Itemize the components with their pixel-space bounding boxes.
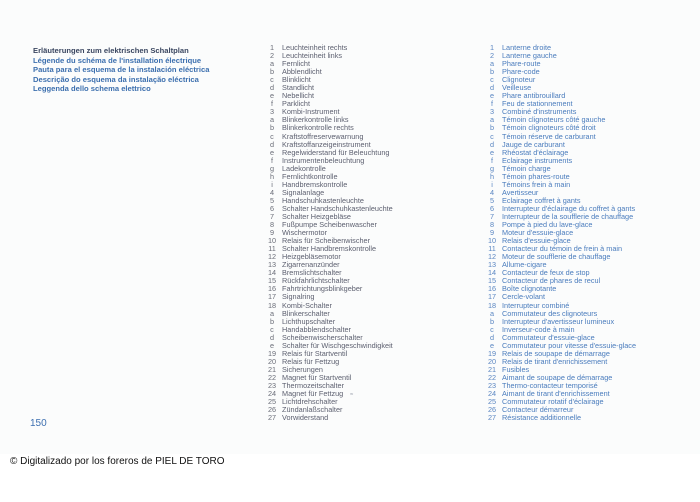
- footer-credit: © Digitalizado por los foreros de PIEL DE TORO: [10, 456, 225, 467]
- legend-item-number: 24: [487, 389, 497, 399]
- legend-item-number: 26: [267, 405, 277, 415]
- legend-item-label: Kombi-Schalter: [282, 300, 332, 310]
- legend-item-number: 19: [487, 348, 497, 358]
- legend-item-number: 27: [487, 413, 497, 423]
- legend-item: [262, 414, 482, 422]
- legend-item-number: e: [489, 91, 495, 101]
- legend-item-number: b: [489, 67, 495, 77]
- legend-item-label: Lichthupschalter: [282, 316, 336, 326]
- legend-title-french: Légende du schéma de l'installation électrique: [33, 55, 202, 65]
- legend-item-label: Commutateur des clignoteurs: [502, 308, 598, 318]
- legend-item-label: Parklicht: [282, 99, 310, 109]
- legend-item-label: Témoin réserve de carburant: [502, 131, 596, 141]
- legend-title-italian: Leggenda dello schema elettrico: [33, 84, 151, 94]
- legend-item-number: b: [269, 316, 275, 326]
- legend-item-number: d: [269, 139, 275, 149]
- legend-item-label: Moteur d'essuie-glace: [502, 228, 574, 238]
- legend-item-label: Interrupteur combiné: [502, 300, 570, 310]
- legend-item-label: Relais für Scheibenwischer: [282, 236, 371, 246]
- legend-item-number: a: [489, 308, 495, 318]
- legend-item-number: c: [490, 324, 494, 334]
- legend-title-portuguese: Descrição do esquema da instalação eléctrica: [33, 74, 199, 84]
- legend-item-number: 21: [487, 364, 497, 374]
- legend-item-label: Pompe à pied du lave-glace: [502, 220, 593, 230]
- legend-item-label: Témoins frein à main: [502, 179, 571, 189]
- legend-item-label: Témoin clignoteurs côté gauche: [502, 115, 606, 125]
- legend-item-number: 15: [267, 276, 277, 286]
- legend-item-number: 25: [487, 397, 497, 407]
- legend-item-label: Feu de stationnement: [502, 99, 573, 109]
- legend-item-label: Abblendlicht: [282, 67, 322, 77]
- legend-item-number: d: [489, 332, 495, 342]
- legend-item-label: Kombi-Instrument: [282, 107, 340, 117]
- footer: [0, 454, 700, 502]
- legend-item-label: Ladekontrolle: [282, 163, 326, 173]
- legend-item-label: Fernlichtkontrolle: [282, 171, 338, 181]
- legend-item-number: b: [489, 316, 495, 326]
- legend-item-number: a: [489, 59, 495, 69]
- legend-item-label: Blinkerkontrolle links: [282, 115, 349, 125]
- legend-item-label: Regelwiderstand für Beleuchtung: [282, 147, 390, 157]
- legend-item-label: Interrupteur d'éclairage du coffret à gants: [502, 203, 636, 213]
- legend-item-label: Cercle-volant: [502, 292, 545, 302]
- legend-item-number: f: [490, 99, 494, 109]
- legend-item-number: 12: [487, 252, 497, 262]
- legend-item-label: Avertisseur: [502, 187, 539, 197]
- legend-item-label: Bremslichtschalter: [282, 268, 342, 278]
- legend-item-number: 10: [487, 236, 497, 246]
- legend-item-label: Combiné d'instruments: [502, 107, 577, 117]
- legend-item-number: 21: [267, 364, 277, 374]
- legend-title-spanish: Pauta para el esquema de la instalación eléctrica: [33, 65, 210, 75]
- legend-item-label: Témoin clignoteurs côté droit: [502, 123, 596, 133]
- legend-item-number: 25: [267, 397, 277, 407]
- legend-item-label: Fusibles: [502, 364, 530, 374]
- legend-item-label: Relais für Startventil: [282, 348, 348, 358]
- legend-item-number: 11: [488, 244, 496, 254]
- legend-item-number: e: [489, 147, 495, 157]
- legend-item-number: f: [270, 155, 274, 165]
- legend-item-number: c: [270, 131, 274, 141]
- legend-item-number: 18: [267, 300, 277, 310]
- legend-item-number: 9: [269, 228, 275, 238]
- legend-item-number: 17: [267, 292, 277, 302]
- legend-item-number: e: [489, 340, 495, 350]
- legend-item-label: Phare-code: [502, 67, 540, 77]
- legend-item-number: c: [490, 75, 494, 85]
- legend-block: [33, 46, 263, 94]
- legend-item-number: 20: [267, 356, 277, 366]
- legend-item-number: f: [270, 99, 274, 109]
- page-number: 150: [30, 418, 47, 429]
- legend-item-number: 12: [267, 252, 277, 262]
- legend-item-number: d: [489, 83, 495, 93]
- legend-item-number: 13: [267, 260, 277, 270]
- legend-item-number: a: [269, 59, 275, 69]
- legend-item-label: Magnet für Fettzug: [282, 389, 344, 399]
- legend-item-number: i: [491, 179, 493, 189]
- legend-item-number: a: [489, 115, 495, 125]
- german-legend-list: [262, 44, 482, 422]
- legend-item-label: Blinklicht: [282, 75, 311, 85]
- legend-item-number: e: [269, 147, 275, 157]
- legend-item-number: e: [269, 340, 275, 350]
- legend-item-number: 17: [487, 292, 497, 302]
- legend-item-label: Handschuhkastenleuchte: [282, 195, 364, 205]
- legend-item-label: Inverseur-code à main: [502, 324, 575, 334]
- legend-item-label: Interrupteur d'avertisseur lumineux: [502, 316, 615, 326]
- legend-item-number: 26: [487, 405, 497, 415]
- legend-item-label: Signalring: [282, 292, 315, 302]
- legend-item-label: Instrumentenbeleuchtung: [282, 155, 365, 165]
- legend-item-label: Leuchteinheit links: [282, 51, 343, 61]
- legend-item-label: Handabblendschalter: [282, 324, 351, 334]
- legend-item-number: 5: [489, 195, 495, 205]
- legend-item-label: Aimant de tirant d'enrichissement: [502, 389, 610, 399]
- legend-item-label: Fußpumpe Scheibenwascher: [282, 220, 377, 230]
- legend-item-label: Allume-cigare: [502, 260, 547, 270]
- legend-item-label: Témoin charge: [502, 163, 551, 173]
- legend-item-number: e: [269, 91, 275, 101]
- legend-item-number: 22: [487, 372, 497, 382]
- legend-item-number: 27: [267, 413, 277, 423]
- legend-item-label: Phare-route: [502, 59, 541, 69]
- legend-item-label: Blinkerschalter: [282, 308, 330, 318]
- legend-item-label: Contacteur de phares de recul: [502, 276, 601, 286]
- legend-item-number: 13: [487, 260, 497, 270]
- legend-item-label: Thermo-contacteur temporisé: [502, 380, 598, 390]
- scan-mark: ≈: [350, 392, 354, 398]
- legend-item-label: Veilleuse: [502, 83, 532, 93]
- legend-item-number: 7: [269, 211, 275, 221]
- legend-item-number: 11: [268, 244, 276, 254]
- legend-item-number: 24: [267, 389, 277, 399]
- legend-item-label: Scheibenwischerschalter: [282, 332, 363, 342]
- legend-item-label: Interrupteur de la soufflerie de chauffage: [502, 211, 634, 221]
- legend-item-label: Relais de tirant d'enrichissement: [502, 356, 608, 366]
- legend-item: [482, 414, 697, 422]
- legend-item-number: 8: [269, 220, 275, 230]
- legend-item-number: b: [269, 123, 275, 133]
- legend-item-label: Handbremskontrolle: [282, 179, 348, 189]
- legend-item-number: 2: [269, 51, 275, 61]
- legend-item-label: Lanterne droite: [502, 43, 552, 52]
- legend-item-label: Lichtdrehschalter: [282, 397, 338, 407]
- legend-item-label: Rückfahrlichtschalter: [282, 276, 350, 286]
- legend-item-label: Schalter für Wischgeschwindigkeit: [282, 340, 393, 350]
- legend-item-label: Boîte clignotante: [502, 284, 557, 294]
- legend-item-number: 2: [489, 51, 495, 61]
- legend-item-number: 5: [269, 195, 275, 205]
- legend-item-label: Eclairage instruments: [502, 155, 573, 165]
- legend-item-number: g: [489, 163, 495, 173]
- legend-item-label: Relais d'essuie-glace: [502, 236, 571, 246]
- legend-item-number: f: [490, 155, 494, 165]
- legend-item-label: Fernlicht: [282, 59, 310, 69]
- legend-item-number: 9: [489, 228, 495, 238]
- legend-item-label: Magnet für Startventil: [282, 372, 352, 382]
- legend-title-german: Erläuterungen zum elektrischen Schaltplan: [33, 46, 189, 55]
- legend-item-label: Commutateur rotatif d'éclairage: [502, 397, 604, 407]
- legend-item-label: Sicherungen: [282, 364, 323, 374]
- legend-item-label: Blinkerkontrolle rechts: [282, 123, 354, 133]
- legend-item-label: Vorwiderstand: [282, 413, 329, 423]
- legend-item-number: 22: [267, 372, 277, 382]
- legend-item-label: Zündanlaßschalter: [282, 405, 343, 415]
- legend-item-number: 14: [267, 268, 277, 278]
- legend-item-label: Moteur de soufflerie de chauffage: [502, 252, 611, 262]
- legend-item-label: Leuchteinheit rechts: [282, 43, 348, 52]
- legend-item-number: 7: [489, 211, 495, 221]
- legend-item-label: Commutateur d'essuie-glace: [502, 332, 595, 342]
- legend-item-label: Aimant de soupape de démarrage: [502, 372, 613, 382]
- legend-item-number: 10: [267, 236, 277, 246]
- legend-item-number: 14: [487, 268, 497, 278]
- legend-item-number: b: [269, 67, 275, 77]
- legend-item-number: 6: [269, 203, 275, 213]
- legend-item-label: Contacteur de feux de stop: [502, 268, 590, 278]
- legend-item-number: a: [269, 308, 275, 318]
- legend-item-number: 23: [487, 380, 497, 390]
- legend-item-number: 4: [489, 187, 495, 197]
- legend-item-label: Lanterne gauche: [502, 51, 557, 61]
- legend-item-label: Résistance additionnelle: [502, 413, 582, 423]
- legend-item-number: c: [270, 324, 274, 334]
- legend-item-label: Relais de soupape de démarrage: [502, 348, 610, 358]
- legend-item-number: c: [270, 75, 274, 85]
- legend-item-label: Schalter Handbremskontrolle: [282, 244, 377, 254]
- legend-item-label: Eclairage coffret à gants: [502, 195, 581, 205]
- legend-item-label: Kraftstoffreservewarnung: [282, 131, 364, 141]
- legend-item-label: Rhéostat d'éclairage: [502, 147, 569, 157]
- legend-item-label: Standlicht: [282, 83, 315, 93]
- legend-item-number: d: [269, 332, 275, 342]
- legend-item-number: h: [269, 171, 275, 181]
- legend-item-number: 16: [267, 284, 277, 294]
- legend-item-label: Relais für Fettzug: [282, 356, 340, 366]
- legend-item-number: i: [271, 179, 273, 189]
- legend-item-number: 16: [487, 284, 497, 294]
- legend-item-number: 18: [487, 300, 497, 310]
- legend-item-number: 23: [267, 380, 277, 390]
- legend-item-number: 19: [267, 348, 277, 358]
- legend-item-number: c: [490, 131, 494, 141]
- legend-item-number: d: [489, 139, 495, 149]
- legend-item-number: 6: [489, 203, 495, 213]
- legend-item-number: d: [269, 83, 275, 93]
- legend-item-number: 3: [269, 107, 275, 117]
- legend-item-label: Kraftstoffanzeigeinstrument: [282, 139, 371, 149]
- legend-item-number: a: [269, 115, 275, 125]
- legend-item-label: Schalter Heizgebläse: [282, 211, 351, 221]
- legend-item-label: Thermozeitschalter: [282, 380, 345, 390]
- legend-item-label: Contacteur du témoin de frein à main: [502, 244, 623, 254]
- legend-item-label: Fahrtrichtungsblinkgeber: [282, 284, 363, 294]
- legend-item-label: Wischermotor: [282, 228, 328, 238]
- legend-item-label: Zigarrenanzünder: [282, 260, 340, 270]
- legend-item-label: Heizgebläsemotor: [282, 252, 341, 262]
- legend-item-label: Schalter Handschuhkastenleuchte: [282, 203, 393, 213]
- legend-item-number: 8: [489, 220, 495, 230]
- legend-item-label: Nebellicht: [282, 91, 315, 101]
- legend-item-number: b: [489, 123, 495, 133]
- legend-item-number: 15: [487, 276, 497, 286]
- legend-item-number: 20: [487, 356, 497, 366]
- legend-item-label: Contacteur démarreur: [502, 405, 574, 415]
- legend-item-label: Commutateur pour vitesse d'essuie-glace: [502, 340, 637, 350]
- legend-item-number: h: [489, 171, 495, 181]
- legend-item-label: Signalanlage: [282, 187, 325, 197]
- legend-item-number: 4: [269, 187, 275, 197]
- legend-item-number: 1: [489, 43, 495, 52]
- legend-item-label: Jauge de carburant: [502, 139, 565, 149]
- legend-item-label: Phare antibrouillard: [502, 91, 566, 101]
- legend-item-number: 1: [269, 43, 275, 52]
- legend-item-number: g: [269, 163, 275, 173]
- french-legend-list: [482, 44, 697, 422]
- legend-item-label: Clignoteur: [502, 75, 536, 85]
- legend-item-number: 3: [489, 107, 495, 117]
- legend-item-label: Témoin phares-route: [502, 171, 570, 181]
